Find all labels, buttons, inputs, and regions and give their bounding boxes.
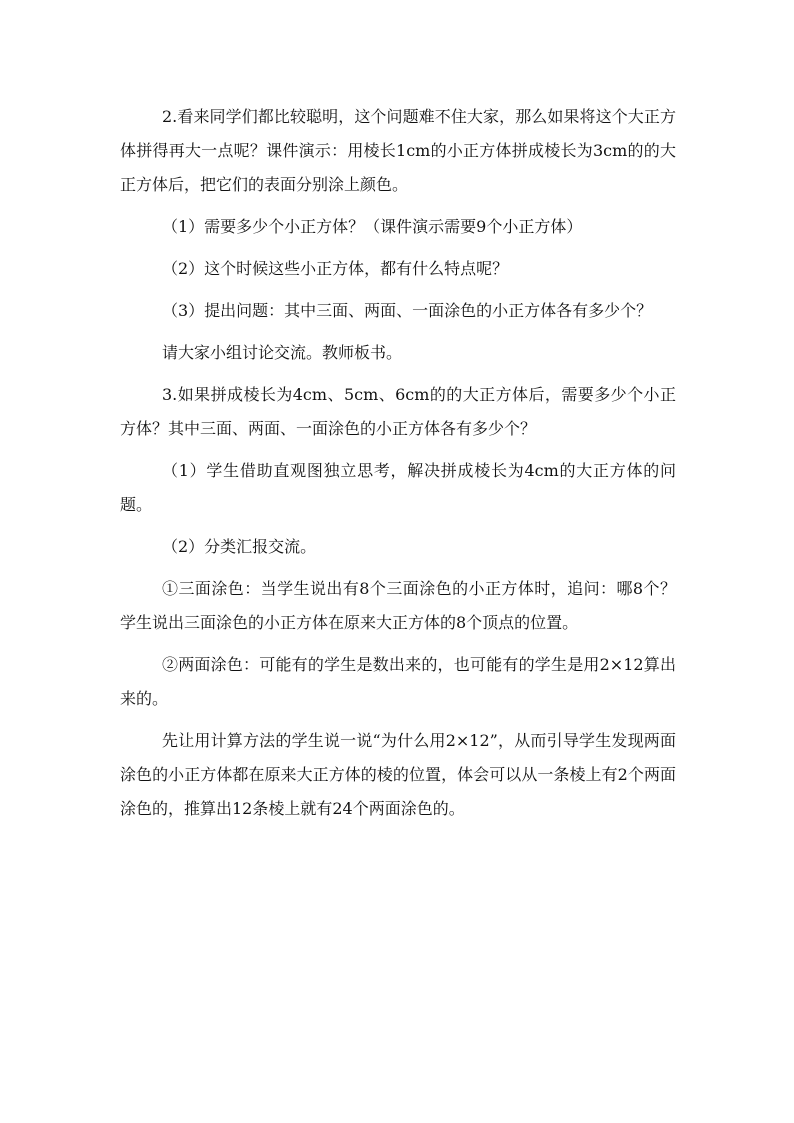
- paragraph-step-2: （2）分类汇报交流。: [162, 537, 317, 556]
- paragraph-two-faces: ②两面涂色：可能有的学生是数出来的，也可能有的学生是用2×12算出来的。: [120, 655, 676, 708]
- paragraph-three-faces: ①三面涂色：当学生说出有8个三面涂色的小正方体时，追问：哪8个？学生说出三面涂色的小正方体在原来大正方体的8个顶点的位置。: [120, 579, 676, 632]
- paragraph-group-discussion: 请大家小组讨论交流。教师板书。: [162, 343, 403, 362]
- paragraph-question-2: （2）这个时候这些小正方体，都有什么特点呢？: [162, 259, 509, 278]
- paragraph-larger-cubes: 3.如果拼成棱长为4cm、5cm、6cm的的大正方体后，需要多少个小正方体？其中三面、两面、一面涂色的小正方体各有多少个？: [120, 385, 676, 438]
- paragraph-explanation: 先让用计算方法的学生说一说“为什么用2×12”，从而引导学生发现两面涂色的小正方体都在原来大正方体的棱的位置，体会可以从一条棱上有2个两面涂色的，推算出12条棱上就有24个两面涂色的。: [120, 731, 676, 818]
- paragraph-question-3: （3）提出问题：其中三面、两面、一面涂色的小正方体各有多少个？: [162, 301, 653, 320]
- paragraph-question-1: （1）需要多少个小正方体？（课件演示需要9个小正方体）: [162, 217, 583, 236]
- document-page: [120, 100, 676, 834]
- paragraph-step-1: （1）学生借助直观图独立思考，解决拼成棱长为4cm的大正方体的问题。: [120, 461, 676, 514]
- paragraph-cube-3cm-intro: 2.看来同学们都比较聪明，这个问题难不住大家，那么如果将这个大正方体拼得再大一点呢？课件演示：用棱长1cm的小正方体拼成棱长为3cm的的大正方体后，把它们的表面分别涂上颜色。: [120, 107, 676, 194]
